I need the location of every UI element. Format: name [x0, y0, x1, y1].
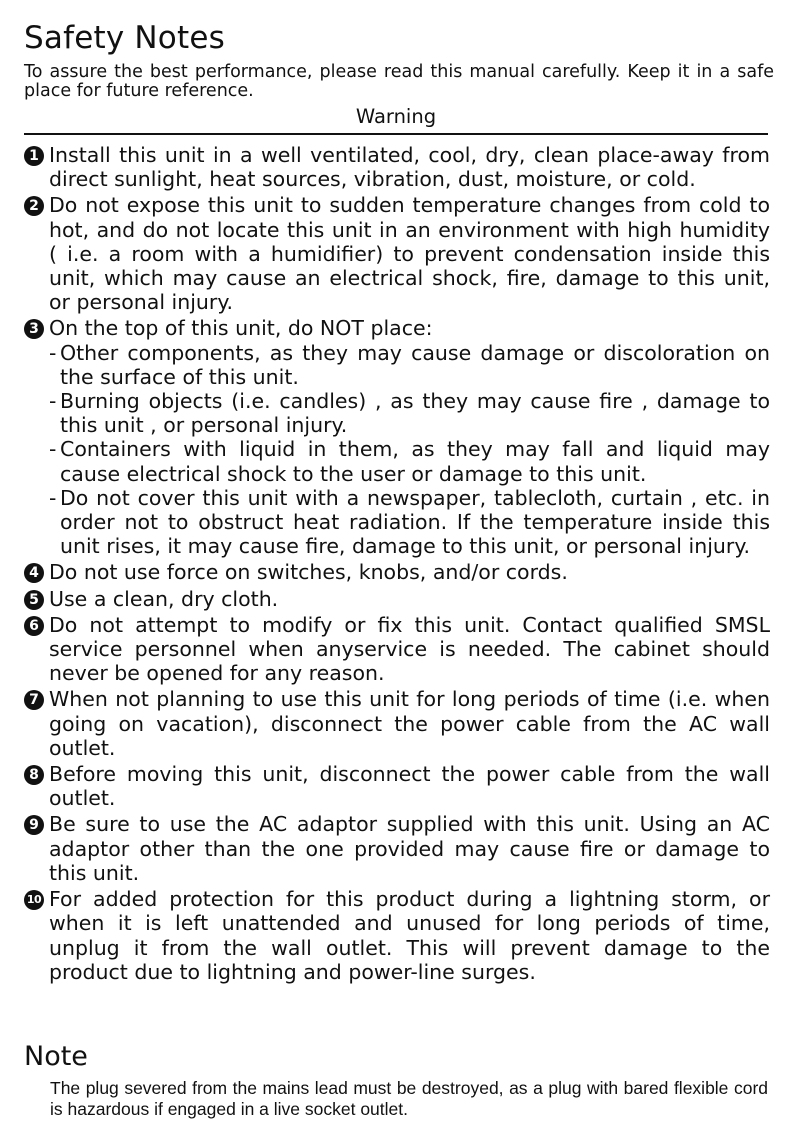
divider-line	[24, 133, 768, 135]
number-5-icon: 5	[24, 590, 44, 610]
dash-icon: -	[49, 389, 57, 414]
warning-item-text: For added protection for this product during a lightning storm, or when it is left unattended and unused for long periods of time, unplug it from the wall outlet. This will prevent damage to the product due to lightning and power-line surges.	[49, 887, 770, 984]
number-3-icon: 3	[24, 319, 44, 339]
sub-item-1	[49, 341, 770, 389]
sub-item-text: Containers with liquid in them, as they may fall and liquid may cause electrical shock to the user or damage to this unit.	[60, 437, 770, 486]
note-title: Note	[24, 1041, 88, 1072]
warning-item-text: On the top of this unit, do NOT place:	[49, 316, 433, 341]
number-4-icon: 4	[24, 563, 44, 583]
number-6-icon: 6	[24, 616, 44, 636]
intro-text: To assure the best performance, please read this manual carefully. Keep it in a safe place for future reference.	[24, 62, 774, 101]
warning-item-7	[24, 687, 770, 760]
number-9-icon: 9	[24, 815, 44, 835]
warning-item-text: Do not use force on switches, knobs, and/or cords.	[49, 560, 568, 585]
sub-item-4	[49, 486, 770, 559]
number-2-icon: 2	[24, 196, 44, 216]
number-10-icon: 10	[24, 890, 44, 910]
warning-item-8	[24, 762, 770, 810]
warning-item-text: When not planning to use this unit for long periods of time (i.e. when going on vacation), disconnect the power cable from the AC wall outlet.	[49, 687, 770, 760]
warning-item-text: Be sure to use the AC adaptor supplied with this unit. Using an AC adaptor other than the one provided may cause fire or damage to this unit.	[49, 812, 770, 885]
dash-icon: -	[49, 340, 57, 365]
warning-item-text: Do not attempt to modify or fix this unit. Contact qualified SMSL service personnel when anyservice is needed. The cabinet should never be opened for any reason.	[49, 612, 770, 686]
number-7-icon: 7	[24, 690, 44, 710]
warning-item-text: Before moving this unit, disconnect the power cable from the wall outlet.	[49, 762, 770, 811]
warning-item-text: Install this unit in a well ventilated, cool, dry, clean place-away from direct sunlight, heat sources, vibration, dust, moisture, or cold.	[49, 143, 770, 192]
warning-item-text: Do not expose this unit to sudden temperature changes from cold to hot, and do not locate this unit in an environment with high humidity ( i.e. a room with a humidifier) to prevent condensation inside this unit, which may cause an electrical shock, fire, damage to this unit, or personal injury.	[49, 193, 770, 315]
warning-item-2	[24, 193, 770, 314]
warning-item-text: Use a clean, dry cloth.	[49, 586, 279, 611]
page-title: Safety Notes	[24, 20, 225, 56]
warning-item-9	[24, 812, 770, 885]
dash-icon: -	[49, 437, 57, 462]
warning-item-4	[24, 560, 770, 584]
warning-heading: Warning	[355, 105, 437, 128]
dash-icon: -	[49, 485, 57, 510]
warning-item-10	[24, 887, 770, 984]
sub-item-text: Burning objects (i.e. candles) , as they may cause fire , damage to this unit , or personal injury.	[60, 389, 770, 438]
sub-item-2	[49, 389, 770, 437]
warning-item-6	[24, 613, 770, 686]
number-8-icon: 8	[24, 765, 44, 785]
warning-list	[24, 143, 770, 986]
note-text: The plug severed from the mains lead must be destroyed, as a plug with bared flexible cord is hazardous if engaged in a live socket outlet.	[50, 1078, 768, 1119]
warning-item-3	[24, 316, 770, 558]
sub-item-text: Other components, as they may cause damage or discoloration on the surface of this unit.	[60, 340, 770, 389]
sub-item-text: Do not cover this unit with a newspaper, tablecloth, curtain , etc. in order not to obstruct heat radiation. If the temperature inside this unit rises, it may cause fire, damage to this unit, or personal injury.	[60, 485, 770, 559]
sub-item-3	[49, 437, 770, 485]
warning-item-5	[24, 587, 770, 611]
do-not-place-list	[49, 341, 770, 559]
number-1-icon: 1	[24, 146, 44, 166]
warning-item-1	[24, 143, 770, 191]
